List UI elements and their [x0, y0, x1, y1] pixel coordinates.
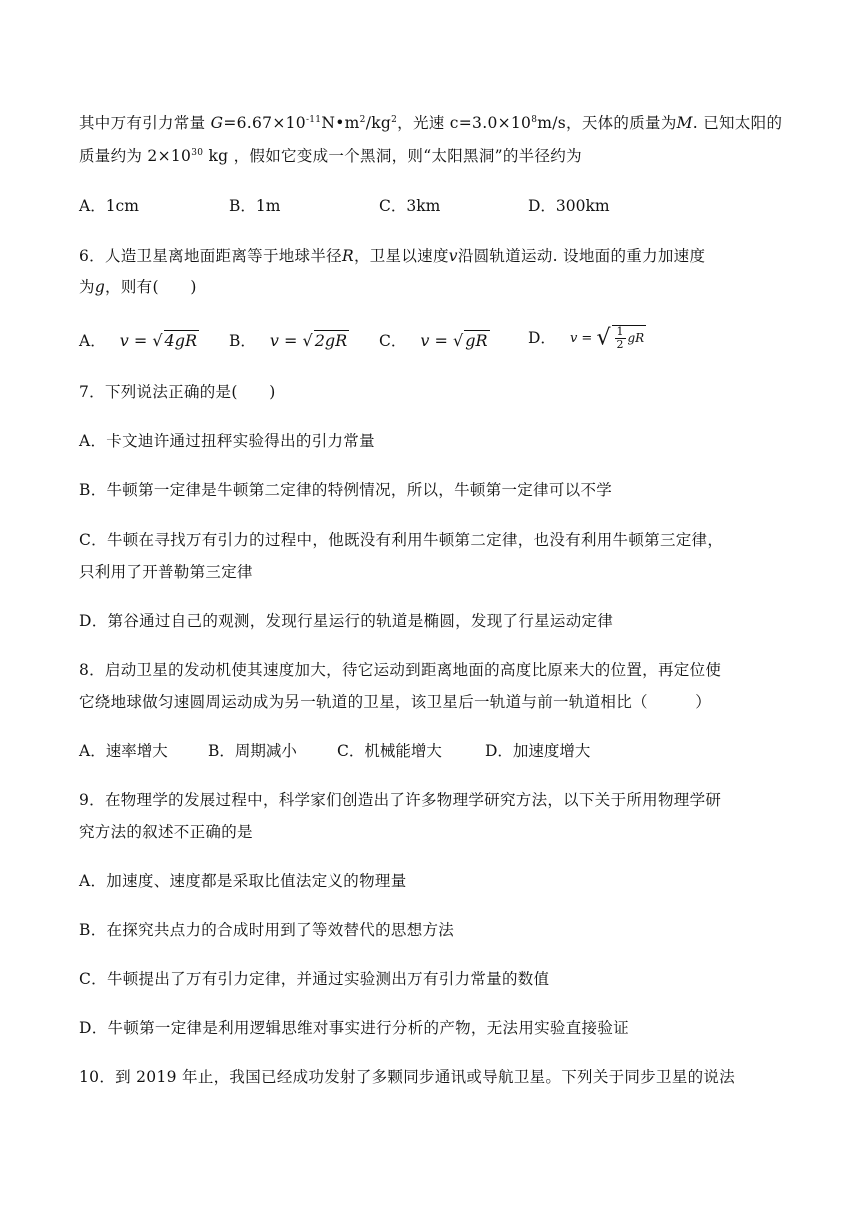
- q7-stem: 7．下列说法正确的是( ): [79, 383, 276, 401]
- q6-math-radicand: [612, 325, 647, 351]
- q8-option-c[interactable]: C．机械能增大: [337, 742, 442, 760]
- q6-text: ，则有( ): [105, 278, 197, 296]
- q6-line-2: [79, 277, 197, 297]
- q6-option-d[interactable]: [528, 325, 646, 351]
- q5-M-symbol: M: [676, 114, 693, 132]
- q5-text: . 已知太阳的: [692, 114, 783, 132]
- q7-option-d[interactable]: D．第谷通过自己的观测，发现行星运行的轨道是椭圆，发现了行星运动定律: [79, 612, 614, 630]
- q5-line-2: [79, 146, 582, 166]
- q5-option-a[interactable]: A．1cm: [79, 197, 139, 215]
- q6-R-symbol: R: [341, 247, 354, 265]
- q6-option-b[interactable]: [229, 330, 349, 351]
- q6-math-eq: =: [577, 330, 597, 346]
- q5-text: m/s，天体的质量为: [537, 114, 677, 132]
- q6-math-radicand: gR: [465, 331, 488, 350]
- q5-line-1: [79, 113, 782, 133]
- q5-text: 质量约为 2×10: [79, 147, 192, 165]
- q8-option-b[interactable]: B．周期减小: [208, 742, 297, 760]
- q5-exponent: 8: [531, 114, 538, 125]
- q9-option-c[interactable]: C．牛顿提出了万有引力定律，并通过实验测出万有引力常量的数值: [79, 970, 550, 988]
- sqrt-icon: √: [453, 331, 464, 350]
- q9-stem-line-1: 9．在物理学的发展过程中，科学家们创造出了许多物理学研究方法，以下关于所用物理学研: [79, 791, 722, 809]
- sqrt-icon: √: [152, 331, 163, 350]
- q5-text: /kg: [365, 114, 392, 132]
- q6-option-c[interactable]: [379, 330, 490, 351]
- q6-math-radicand: 4gR: [164, 331, 197, 350]
- q6-v-symbol: v: [448, 247, 458, 265]
- q6-fraction-denominator: 2: [616, 338, 624, 351]
- sqrt-icon: √: [596, 325, 611, 350]
- q5-text: 其中万有引力常量: [79, 114, 206, 132]
- q9-stem-line-2: 究方法的叙述不正确的是: [79, 823, 253, 841]
- q9-option-b[interactable]: B．在探究共点力的合成时用到了等效替代的思想方法: [79, 921, 455, 939]
- q8-stem-line-2: 它绕地球做匀速圆周运动成为另一轨道的卫星，该卫星后一轨道与前一轨道相比（ ）: [79, 693, 712, 711]
- q5-exponent: -11: [305, 114, 322, 125]
- q8-option-a[interactable]: A．速率增大: [79, 742, 168, 760]
- q5-text: kg ，假如它变成一个黑洞，则“太阳黑洞”的半径约为: [203, 147, 582, 165]
- q6-text: 6．人造卫星离地面距离等于地球半径: [79, 247, 342, 265]
- q5-option-b[interactable]: B．1m: [229, 197, 281, 215]
- q7-option-b[interactable]: B．牛顿第一定律是牛顿第二定律的特例情况，所以，牛顿第一定律可以不学: [79, 481, 613, 499]
- q6-option-letter: C．: [379, 332, 407, 350]
- q6-fraction-numerator: 1: [616, 325, 624, 338]
- q6-math-eq: =: [278, 331, 303, 350]
- q6-math-lhs: v: [420, 331, 430, 350]
- q5-text: N•m: [321, 114, 360, 132]
- q6-math-lhs: v: [119, 331, 129, 350]
- q5-text: =6.67×10: [223, 114, 306, 132]
- q5-G-symbol: G: [210, 114, 224, 132]
- q6-line-1: [79, 246, 705, 266]
- q6-g-symbol: g: [94, 278, 106, 296]
- q7-option-c-line-2[interactable]: 只利用了开普勒第三定律: [79, 563, 253, 581]
- q6-math-eq: =: [429, 331, 453, 350]
- q6-text: 沿圆轨道运动. 设地面的重力加速度: [457, 247, 706, 265]
- q7-option-a[interactable]: A．卡文迪许通过扭秤实验得出的引力常量: [79, 432, 375, 450]
- q5-option-d[interactable]: D．300km: [528, 197, 610, 215]
- q5-option-c[interactable]: C．3km: [379, 197, 441, 215]
- q5-exponent: 30: [191, 147, 204, 158]
- q6-fraction: [615, 326, 626, 351]
- q6-math-lhs: v: [569, 330, 578, 346]
- q6-math-radicand-tail: gR: [627, 331, 645, 345]
- q10-stem-line-1: 10．到 2019 年止，我国已经成功发射了多颗同步通讯或导航卫星。下列关于同步卫星的说法: [79, 1068, 736, 1086]
- q7-option-c-line-1[interactable]: C．牛顿在寻找万有引力的过程中，他既没有利用牛顿第二定律，也没有利用牛顿第三定律，: [79, 531, 724, 549]
- q5-exponent: 2: [391, 114, 398, 125]
- q8-option-d[interactable]: D．加速度增大: [485, 742, 591, 760]
- q6-text: ，卫星以速度: [353, 247, 449, 265]
- q6-math-radicand: 2gR: [314, 331, 348, 350]
- q6-option-a[interactable]: [79, 330, 199, 351]
- q5-exponent: 2: [359, 114, 366, 125]
- q6-option-letter: B．: [229, 332, 256, 350]
- sqrt-icon: √: [302, 331, 313, 350]
- q8-stem-line-1: 8．启动卫星的发动机使其速度加大，待它运动到距离地面的高度比原来大的位置，再定位使: [79, 661, 722, 679]
- q6-math-lhs: v: [269, 331, 279, 350]
- q6-option-letter: D．: [528, 329, 556, 347]
- q5-text: ，光速 c=3.0×10: [397, 114, 532, 132]
- q9-option-a[interactable]: A．加速度、速度都是采取比值法定义的物理量: [79, 872, 407, 890]
- q6-text: 为: [79, 278, 95, 296]
- q9-option-d[interactable]: D．牛顿第一定律是利用逻辑思维对事实进行分析的产物，无法用实验直接验证: [79, 1019, 629, 1037]
- q6-math-eq: =: [128, 331, 153, 350]
- q6-option-letter: A．: [79, 332, 106, 350]
